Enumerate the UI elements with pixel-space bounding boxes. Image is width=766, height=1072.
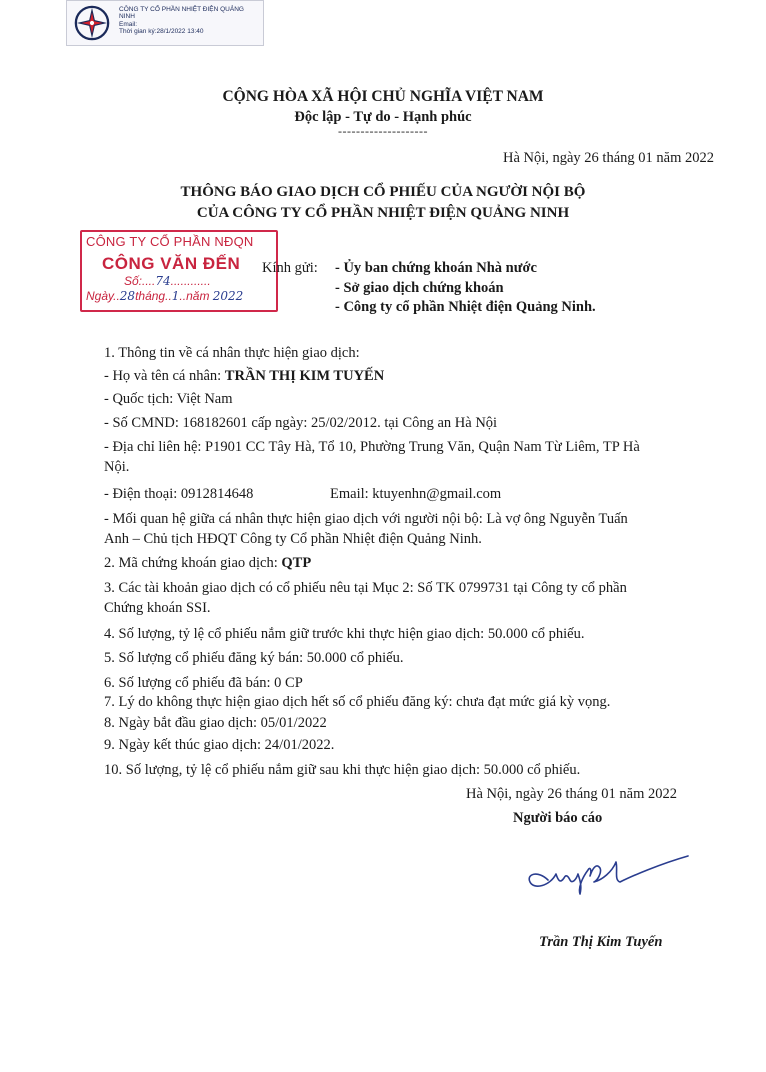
header-place-date: Hà Nội, ngày 26 tháng 01 năm 2022	[502, 150, 714, 166]
header-separator: --------------------	[338, 124, 428, 138]
stamp-month-label: tháng	[135, 289, 166, 303]
reporter-label: Người báo cáo	[513, 810, 603, 826]
stamp-year: 2022	[212, 289, 244, 303]
stamp-number-label: Số:	[124, 274, 143, 288]
signing-time: Thời gian ký:28/1/2022 13:40	[119, 28, 204, 36]
signer-email-label: Email:	[119, 20, 138, 28]
digital-signature-block	[66, 0, 264, 46]
section-6: 6. Số lượng cổ phiếu đã bán: 0 CP	[104, 675, 303, 691]
evn-logo-icon	[73, 4, 111, 42]
recipient-item: - Ủy ban chứng khoán Nhà nước	[335, 260, 537, 276]
full-name-value: TRẦN THỊ KIM TUYẾN	[224, 368, 385, 384]
stamp-date-label: Ngày	[86, 289, 114, 303]
full-name-row	[104, 366, 384, 386]
stamp-date-row: Ngày..28tháng..1..năm 2022	[86, 289, 244, 303]
section-4: 4. Số lượng, tỷ lệ cổ phiếu nắm giữ trước khi thực hiện giao dịch: 50.000 cổ phiếu.	[104, 626, 585, 642]
signer-company: CÔNG TY CỔ PHẦN NHIỆT ĐIỆN QUẢNG NINH	[119, 6, 244, 21]
stock-code-label: 2. Mã chứng khoán giao dịch:	[104, 555, 282, 571]
section-10: 10. Số lượng, tỷ lệ cổ phiếu nắm giữ sau khi thực hiện giao dịch: 50.000 cổ phiếu.	[104, 762, 581, 778]
signature-info	[119, 6, 257, 36]
recipient-item: - Công ty cổ phần Nhiệt điện Quảng Ninh.	[335, 299, 596, 315]
stamp-number-value: 74	[155, 274, 171, 288]
stamp-number-row: Số:....74............	[124, 274, 211, 288]
address-line1: - Địa chỉ liên hệ: P1901 CC Tây Hà, Tổ 10, Phường Trung Văn, Quận Nam Từ Liêm, TP Hà	[104, 439, 640, 455]
stamp-company: CÔNG TY CỔ PHẦN NĐQN	[86, 234, 254, 249]
relation-line2: Anh – Chủ tịch HĐQT Công ty Cổ phần Nhiệt điện Quảng Ninh.	[104, 531, 482, 547]
section-3-line2: Chứng khoán SSI.	[104, 600, 211, 616]
national-title: CỘNG HÒA XÃ HỘI CHỦ NGHĨA VIỆT NAM	[222, 88, 544, 105]
handwritten-signature	[520, 840, 710, 900]
section-1-heading: 1. Thông tin về cá nhân thực hiện giao dịch:	[104, 345, 360, 361]
relation-line1: - Mối quan hệ giữa cá nhân thực hiện giao dịch với người nội bộ: Là vợ ông Nguyễn Tuấn	[104, 511, 628, 527]
section-8: 8. Ngày bắt đầu giao dịch: 05/01/2022	[104, 715, 327, 731]
stamp-heading: CÔNG VĂN ĐẾN	[102, 254, 241, 273]
section-5: 5. Số lượng cổ phiếu đăng ký bán: 50.000 cổ phiếu.	[104, 650, 404, 666]
footer-place-date: Hà Nội, ngày 26 tháng 01 năm 2022	[466, 786, 678, 802]
section-2-row	[104, 553, 311, 573]
section-7: 7. Lý do không thực hiện giao dịch hết số cổ phiếu đăng ký: chưa đạt mức giá kỳ vọng.	[104, 694, 611, 710]
stock-code-value: QTP	[281, 555, 312, 571]
stamp-year-label: năm	[186, 289, 210, 303]
document-title-line1: THÔNG BÁO GIAO DỊCH CỔ PHIẾU CỦA NGƯỜI NỘI BỘ	[180, 184, 586, 200]
nationality: - Quốc tịch: Việt Nam	[104, 391, 233, 407]
incoming-document-stamp	[80, 230, 278, 312]
reporter-name: Trần Thị Kim Tuyến	[539, 934, 663, 950]
recipients-label: Kính gửi:	[262, 260, 318, 276]
email: Email: ktuyenhn@gmail.com	[330, 486, 502, 502]
document-title-line2: CỦA CÔNG TY CỔ PHẦN NHIỆT ĐIỆN QUẢNG NINH	[196, 205, 570, 221]
full-name-label: - Họ và tên cá nhân:	[104, 368, 225, 384]
stamp-day: 28	[119, 289, 136, 303]
stamp-month: 1	[171, 289, 180, 303]
section-3-line1: 3. Các tài khoản giao dịch có cổ phiếu nêu tại Mục 2: Số TK 0799731 tại Công ty cổ phần	[104, 580, 627, 596]
phone: - Điện thoại: 0912814648	[104, 486, 254, 502]
id-card: - Số CMND: 168182601 cấp ngày: 25/02/2012. tại Công an Hà Nội	[104, 415, 498, 431]
section-9: 9. Ngày kết thúc giao dịch: 24/01/2022.	[104, 737, 335, 753]
national-motto: Độc lập - Tự do - Hạnh phúc	[294, 109, 472, 125]
recipient-item: - Sở giao dịch chứng khoán	[335, 280, 504, 296]
address-line2: Nội.	[104, 459, 130, 475]
